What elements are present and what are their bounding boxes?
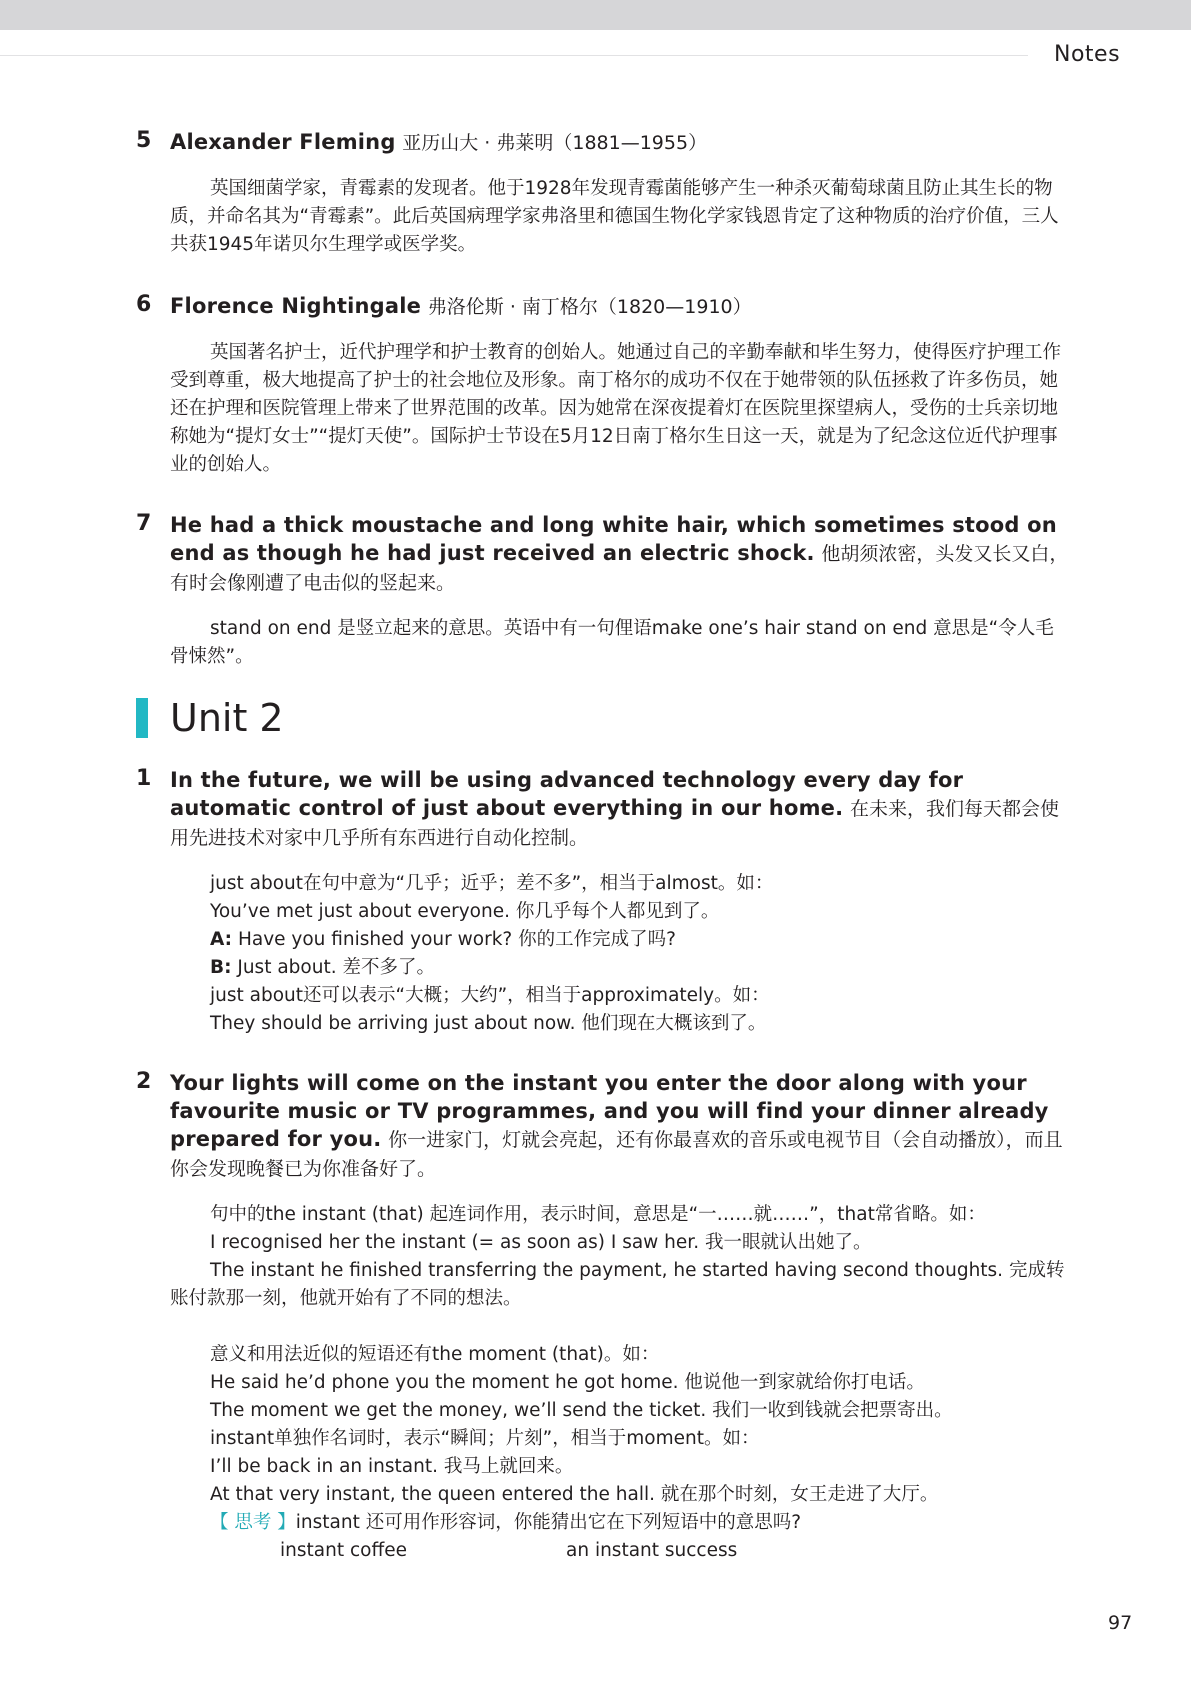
note-en-title: Alexander Fleming [170,130,396,154]
note-explanation-more [210,1341,1072,1565]
note-number: 7 [136,511,152,536]
think-label: 【 思考 】 [210,1512,296,1533]
note-paragraph: stand on end 是竖立起来的意思。英语中有一句俚语make one’s hair stand on end 意思是“令人毛骨悚然”。 [170,618,1054,667]
note-7 [136,511,1072,671]
note-number: 5 [136,128,152,153]
note-paragraph: 英国著名护士，近代护理学和护士教育的创始人。她通过自己的辛勤奉献和毕生努力，使得医疗护理工作受到尊重，极大地提高了护士的社会地位及形象。南丁格尔的成功不仅在于她带领的队伍拯救了许多伤员，她还在护理和医院管理上带来了世界范围的改革。因为她常在深夜提着灯在医院里探望病人，受伤的士兵亲切地称她为“提灯女士”“提灯天使”。国际护士节设在5月12日南丁格尔生日这一天，就是为了纪念这位近代护理事业的创始人。 [170,342,1062,475]
unit-heading [136,697,284,739]
explanation-line: 句中的the instant (that) 起连词作用，表示时间，意思是“一……就……”，that常省略。如： [210,1204,986,1225]
note-en-sentence: Your lights will come on the instant you enter the door along with your favourite music or TV programmes, and you will find your dinner already prepared for you. [170,1071,1049,1151]
example-line: I’ll be back in an instant. 我马上就回来。 [210,1456,574,1477]
explanation-line: instant单独作名词时，表示“瞬间；片刻”，相当于moment。如： [210,1428,760,1449]
unit-note-2 [136,1069,1072,1565]
note-cn-title: 弗洛伦斯 · 南丁格尔（1820—1910） [427,296,752,318]
note-heading [170,292,1072,321]
example-line: They should be arriving just about now. 他们现在大概该到了。 [210,1013,767,1034]
note-en-title: Florence Nightingale [170,294,422,318]
note-heading [170,1069,1072,1183]
dialogue-line-b: B: Just about. 差不多了。 [210,957,435,978]
explanation-line: just about还可以表示“大概；大约”，相当于approximately。如： [210,985,770,1006]
note-cn-translation: 在未来，我们每天都会使用先进技术对家中几乎所有东西进行自动化控制。 [170,798,1059,849]
think-text: instant 还可用作形容词，你能猜出它在下列短语中的意思吗? [295,1512,802,1533]
note-heading [170,511,1072,597]
note-cn-translation: 他胡须浓密，头发又长又白，有时会像刚遭了电击似的竖起来。 [170,543,1069,594]
speaker-label: A: [210,929,233,950]
example-line: At that very instant, the queen entered the hall. 就在那个时刻，女王走进了大厅。 [210,1484,939,1505]
note-heading [170,766,1072,852]
speaker-label: B: [210,957,232,978]
header-rule [0,55,1028,56]
note-paragraph: 英国细菌学家，青霉素的发现者。他于1928年发现青霉菌能够产生一种杀灭葡萄球菌且防止其生长的物质，并命名其为“青霉素”。此后英国病理学家弗洛里和德国生物化学家钱恩肯定了这种物质的治疗价值，三人共获1945年诺贝尔生理学或医学奖。 [170,178,1059,255]
section-label: Notes [1054,42,1121,67]
note-number: 2 [136,1069,152,1094]
explanation-line: 意义和用法近似的短语还有the moment (that)。如： [210,1344,660,1365]
note-5 [136,128,1072,259]
note-explanation [210,870,1072,1038]
note-number: 1 [136,766,152,791]
unit-accent-bar [136,698,148,738]
note-heading [170,128,1072,157]
think-options [280,1537,1072,1565]
note-cn-title: 亚历山大 · 弗莱明（1881—1955） [402,132,708,154]
note-en-sentence: He had a thick moustache and long white hair, which sometimes stood on end as though he had just received an electric shock. [170,513,1057,565]
unit-note-1 [136,766,1072,1038]
note-number: 6 [136,292,152,317]
example-paragraph: The instant he finished transferring the payment, he started having second thoughts. 完成转账付款那一刻，他就开始有了不同的想法。 [170,1260,1065,1309]
think-prompt [210,1509,1072,1537]
dialogue-line-a: A: Have you finished your work? 你的工作完成了吗? [210,929,676,950]
option-2: an instant success [566,1540,738,1561]
explanation-line: just about在句中意为“几乎；近乎；差不多”，相当于almost。如： [210,873,774,894]
note-en-sentence: In the future, we will be using advanced technology every day for automatic control of just about everything in our home. [170,768,964,820]
example-line: You’ve met just about everyone. 你几乎每个人都见到了。 [210,901,720,922]
option-1: instant coffee [280,1540,407,1561]
note-6 [136,292,1072,479]
example-line: The moment we get the money, we’ll send the ticket. 我们一收到钱就会把票寄出。 [210,1400,953,1421]
note-explanation [210,1201,1072,1257]
top-bar [0,0,1191,30]
example-line: He said he’d phone you the moment he got home. 他说他一到家就给你打电话。 [210,1372,925,1393]
page-number: 97 [1108,1612,1133,1634]
note-cn-translation: 你一进家门，灯就会亮起，还有你最喜欢的音乐或电视节目（会自动播放），而且你会发现晚餐已为你准备好了。 [170,1129,1063,1180]
example-line: I recognised her the instant (= as soon as) I saw her. 我一眼就认出她了。 [210,1232,872,1253]
unit-title: Unit 2 [170,696,284,740]
